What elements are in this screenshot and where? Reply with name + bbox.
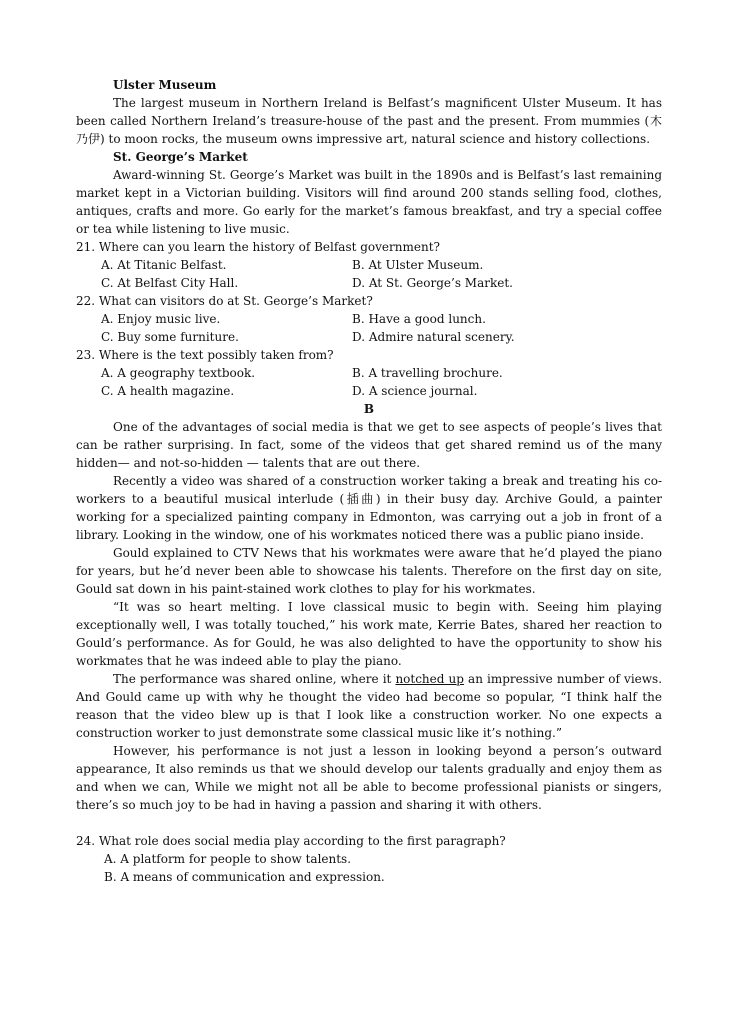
passage-b-paragraph-4: “It was so heart melting. I love classical music to begin with. Seeing him playing exceptionally well, I was totally touched,” his work mate, Kerrie Bates, shared her reaction to Gould’s performance. As for Gould, he was also delighted to have the opportunity to show his workmates that he was indeed able to play the piano. — [76, 600, 662, 668]
passage-b-paragraph-6: However, his performance is not just a lesson in looking beyond a person’s outward appearance, It also reminds us that we should develop our talents gradually and enjoy them as and when we can, While we might not all be able to become professional pianists or singers, there’s so much joy to be had in having a passion and sharing it with others. — [76, 744, 662, 812]
question-stem: 24. What role does social media play according to the first paragraph? — [76, 834, 506, 848]
option-a: A. A geography textbook. — [101, 366, 256, 380]
option-c: C. Buy some furniture. — [101, 330, 239, 344]
question-24 — [76, 832, 662, 886]
document-page — [76, 74, 662, 886]
ulster-museum-paragraph: The largest museum in Northern Ireland is Belfast’s magnificent Ulster Museum. It has been called Northern Ireland’s treasure-house of the past and the present. From mummies (木乃伊) to moon rocks, the museum owns impressive art, natural science and history collections. — [76, 96, 662, 146]
question-22 — [76, 292, 662, 346]
option-d: D. A science journal. — [352, 384, 478, 398]
spacer — [76, 814, 662, 832]
question-stem: 22. What can visitors do at St. George’s Market? — [76, 294, 373, 308]
passage-b-paragraph-3: Gould explained to CTV News that his workmates were aware that he’d played the piano for years, but he’d never been able to showcase his talents. Therefore on the first day on site, Gould sat down in his paint-stained work clothes to play for his workmates. — [76, 546, 662, 596]
option-b: B. At Ulster Museum. — [352, 258, 484, 272]
ulster-museum-heading: Ulster Museum — [113, 78, 217, 92]
st-george-market-heading: St. George’s Market — [113, 150, 248, 164]
passage-b-paragraph-5 — [76, 670, 662, 742]
option-b: B. Have a good lunch. — [352, 312, 486, 326]
option-b: B. A travelling brochure. — [352, 366, 503, 380]
passage-b-paragraph-2: Recently a video was shared of a construction worker taking a break and treating his co-workers to a beautiful musical interlude (插曲) in their busy day. Archive Gould, a painter working for a specialized painting company in Edmonton, was carrying out a job in front of a library. Looking in the window, one of his workmates noticed there was a public piano inside. — [76, 474, 662, 542]
option-d: D. At St. George’s Market. — [352, 276, 513, 290]
question-21 — [76, 238, 662, 292]
option-c: C. A health magazine. — [101, 384, 235, 398]
question-stem: 21. Where can you learn the history of Belfast government? — [76, 240, 440, 254]
question-stem: 23. Where is the text possibly taken from? — [76, 348, 334, 362]
option-d: D. Admire natural scenery. — [352, 330, 515, 344]
paragraph-text: The performance was shared online, where it — [113, 672, 396, 686]
option-c: C. At Belfast City Hall. — [101, 276, 239, 290]
option-a: A. Enjoy music live. — [101, 312, 221, 326]
paragraph-text: an impressive number of views. And Gould came up with why he thought the video had become so popular, “I think half the reason that the video blew up is that I look like a construction worker. No one expects a construction worker to just demonstrate some classical music like it’s nothing.” — [76, 672, 663, 740]
passage-b-paragraph-1: One of the advantages of social media is that we get to see aspects of people’s lives that can be rather surprising. In fact, some of the videos that get shared remind us of the many hidden— and not-so-hidden — talents that are out there. — [76, 420, 662, 470]
option-a: A. At Titanic Belfast. — [101, 258, 227, 272]
question-23 — [76, 346, 662, 400]
passage-b-label: B — [363, 402, 375, 416]
underlined-phrase: notched up — [395, 672, 464, 686]
st-george-market-paragraph: Award-winning St. George’s Market was built in the 1890s and is Belfast’s last remaining market kept in a Victorian building. Visitors will find around 200 stands selling food, clothes, antiques, crafts and more. Go early for the market’s famous breakfast, and try a special coffee or tea while listening to live music. — [76, 168, 662, 236]
option-a: A. A platform for people to show talents. — [104, 852, 352, 866]
option-b: B. A means of communication and expression. — [104, 870, 385, 884]
